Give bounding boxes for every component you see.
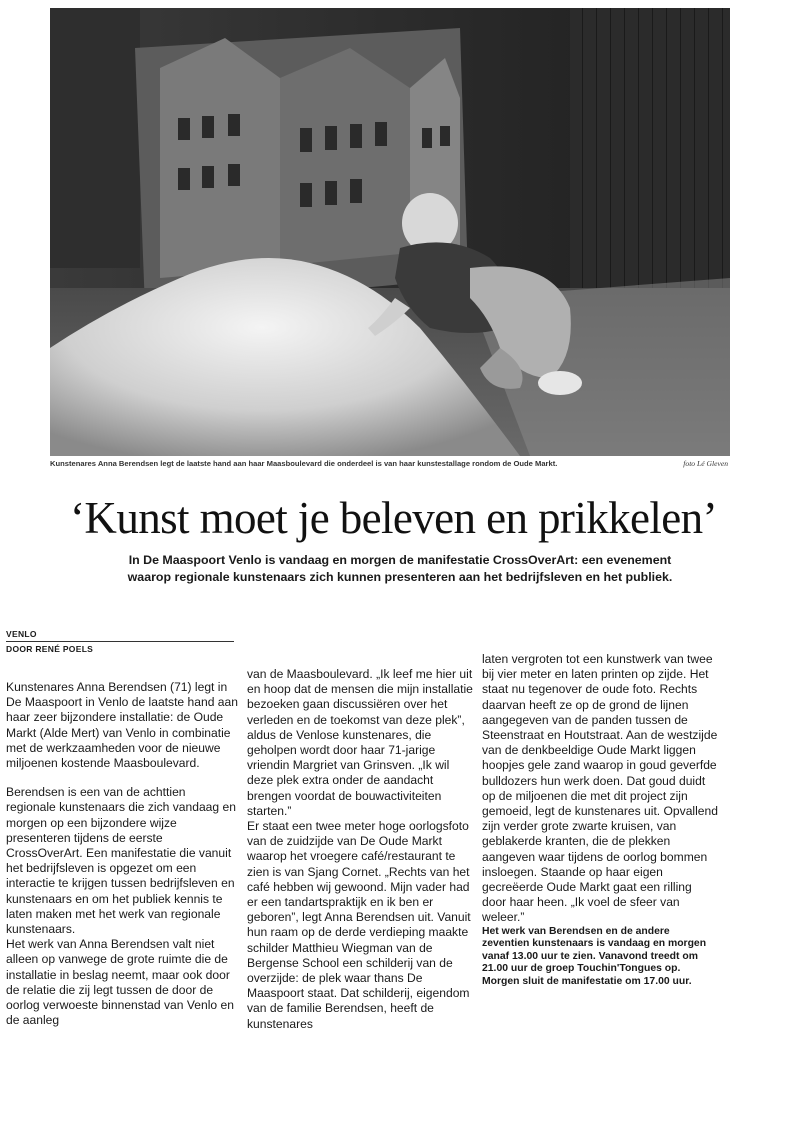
article-column-1	[6, 680, 238, 1028]
caption-text: Kunstenares Anna Berendsen legt de laatste hand aan haar Maasboulevard die onderdeel is van haar kunstestallage rondom de Oude Markt.	[50, 459, 558, 468]
article-paragraph: laten vergroten tot een kunstwerk van twee bij vier meter en laten printen op zijde. Het staat nu tegenover de oude foto. Rechts daarvan heeft ze op de grond de lijnen aangegeven van de panden tussen de Steenstraat en Houtstraat. Aan de westzijde van de denkbeeldige Oude Markt liggen hoopjes gele zand waarop in goud geverfde bulldozers hun werk doen. Dat goud duidt op de miljoenen die met dit project zijn gemoeid, legt de kunstenares uit. Opvallend zijn verder grote zwarte kruisen, van geblakerde kranten, die de plekken aangeven waar tijdens de oorlog bommen insloegen. Staande op haar eigen gecreëerde Oude Markt gaat een rilling door haar heen. „Ik voel de sfeer van weleer.”	[482, 652, 718, 925]
byline: DOOR RENÉ POELS	[6, 644, 94, 654]
photo-credit: foto Lé Gleven	[683, 459, 728, 468]
article-paragraph: Kunstenares Anna Berendsen (71) legt in De Maaspoort in Venlo de laatste hand aan haar zeer bijzondere installatie: de Oude Markt (Alde Mert) van Venlo in combinatie met de werkzaamheden voor de nieuwe miljoenen kostende Maasboulevard.	[6, 680, 238, 771]
event-info-footnote: Het werk van Berendsen en de andere zeventien kunstenaars is vandaag en morgen vanaf 13.00 uur te zien. Vanavond treedt om 21.00 uur de groep Touchin'Tongues op. Morgen sluit de manifestatie om 17.00 uur.	[482, 925, 707, 988]
article-paragraph: Berendsen is een van de achttien regionale kunstenaars die zich vandaag en morgen op een bijzondere wijze presenteren tijdens de eerste CrossOverArt. Een manifestatie die vanuit het bedrijfsleven is opgezet om een interactie te krijgen tussen bedrijfsleven en kunstenaars en om het publiek kennis te laten maken met het werk van regionale kunstenaars.	[6, 785, 236, 937]
article-paragraph: van de Maasboulevard. „Ik leef me hier uit en hoop dat de mensen die mijn installatie bezoeken gaan discussiëren over het verleden en de toekomst van deze plek”, aldus de Venlose kunstenares, die geholpen wordt door haar 71-jarige vriendin Margriet van Grinsven. „Ik wil deze plek extra onder de aandacht brengen voordat de bouwactiviteiten starten.”	[247, 667, 473, 818]
article-photo	[50, 8, 730, 456]
intro-paragraph: In De Maaspoort Venlo is vandaag en morgen de manifestatie CrossOverArt: een evenement waarop regionale kunstenaars zich kunnen presenteren aan het bedrijfsleven en het publiek.	[127, 553, 673, 584]
photo-caption	[50, 459, 740, 468]
dateline-place: VENLO	[6, 628, 234, 642]
dateline	[6, 628, 234, 655]
article-paragraph: Het werk van Anna Berendsen valt niet alleen op vanwege de grote ruimte die de installatie in beslag neemt, maar ook door de relatie die zij legt tussen de door de oorlog verwoeste binnenstad van Venlo en de aanleg	[6, 937, 234, 1028]
article-column-3	[482, 652, 718, 989]
headline: ‘Kunst moet je beleven en prikkelen’	[70, 493, 717, 543]
article-column-2	[247, 667, 473, 1032]
article-paragraph: Er staat een twee meter hoge oorlogsfoto van de zuidzijde van De Oude Markt waarop het vroegere café/restaurant te zien is van Sjang Cornet. „Rechts van het café hebben wij gewoond. Mijn vader had er een tandartspraktijk en ik ben er geboren”, legt Anna Berendsen uit. Vanuit hun raam op de derde verdieping maakte schilder Matthieu Wiegman van de Bergense School een schilderij van de overzijde: de plek waar thans De Maaspoort staat. Dat schilderij, eigendom van de familie Berendsen, heeft de kunstenares	[247, 819, 471, 1031]
